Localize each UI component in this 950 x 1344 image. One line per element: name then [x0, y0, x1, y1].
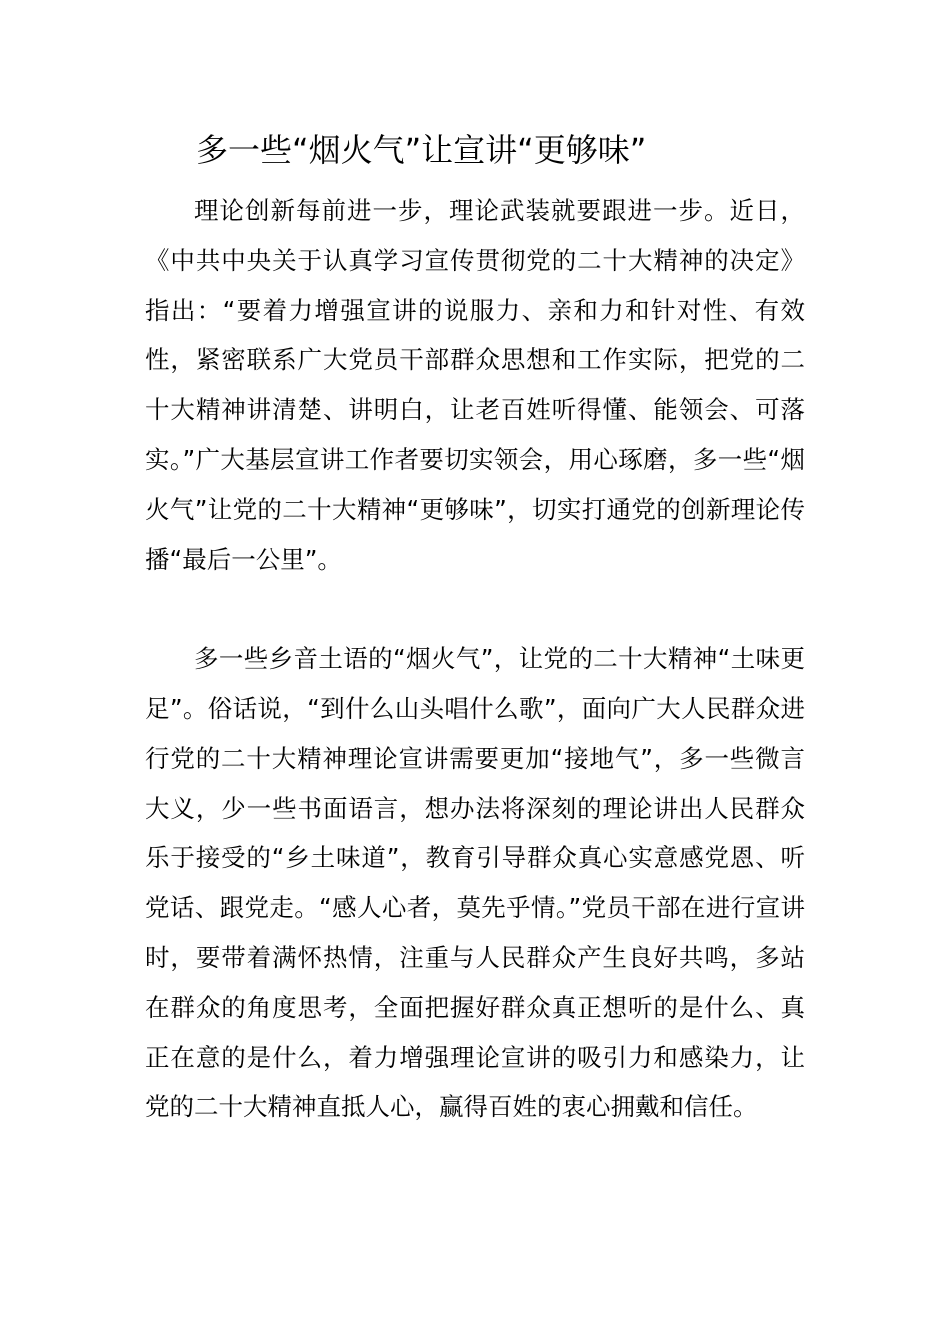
document-title: 多一些“烟火气”让宣讲“更够味” — [196, 131, 647, 169]
paragraph-local-dialect: 多一些乡音土语的“烟火气”，让党的二十大精神“土味更足”。俗话说，“到什么山头唱什么歌”，面向广大人民群众进行党的二十大精神理论宣讲需要更加“接地气”，多一些微言大义，少一些书面语言，想办法将深刻的理论讲出人民群众乐于接受的“乡土味道”，教育引导群众真心实意感党恩、听党话、跟党走。“感人心者，莫先乎情。”党员干部在进行宣讲时，要带着满怀热情，注重与人民群众产生良好共鸣，多站在群众的角度思考，全面把握好群众真正想听的是什么、真正在意的是什么，着力增强理论宣讲的吸引力和感染力，让党的二十大精神直抵人心，赢得百姓的衷心拥戴和信任。 — [145, 644, 805, 1122]
document-page — [145, 120, 805, 1132]
paragraph-intro: 理论创新每前进一步，理论武装就要跟进一步。近日，《中共中央关于认真学习宣传贯彻党的二十大精神的决定》指出：“要着力增强宣讲的说服力、亲和力和针对性、有效性，紧密联系广大党员干部群众思想和工作实际，把党的二十大精神讲清楚、讲明白，让老百姓听得懂、能领会、可落实。”广大基层宣讲工作者要切实领会，用心琢磨，多一些“烟火气”让党的二十大精神“更够味”，切实打通党的创新理论传播“最后一公里”。 — [145, 196, 805, 574]
